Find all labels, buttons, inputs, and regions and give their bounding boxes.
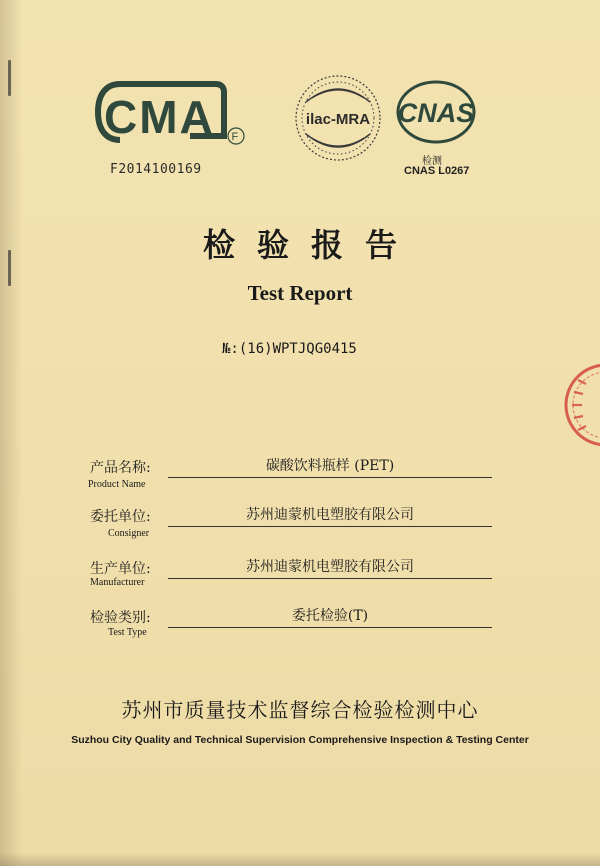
field-label-en: Product Name — [88, 479, 146, 490]
cnas-code: CNAS L0267 — [404, 165, 470, 177]
page-bottom-edge — [0, 852, 600, 866]
cnas-label: 检测 — [422, 156, 442, 167]
organization-name-cn: 苏州市质量技术监督综合检验检测中心 — [121, 698, 479, 722]
field-label-cn: 检验类别: — [90, 610, 151, 626]
field-value: 委托检验(T) — [168, 605, 492, 628]
field-label-cn: 生产单位: — [90, 561, 151, 577]
organization-name-en: Suzhou City Quality and Technical Supervision Comprehensive Inspection & Testing Center — [71, 734, 529, 746]
field-value: 苏州迪蒙机电塑胶有限公司 — [168, 556, 492, 579]
field-label-en: Consigner — [108, 528, 150, 539]
ilac-mra-logo — [292, 72, 384, 164]
svg-text:CMA: CMA — [104, 91, 215, 143]
field-label-cn: 产品名称: — [90, 460, 151, 476]
field-label-en: Test Type — [108, 627, 147, 638]
field-label-cn: 委托单位: — [90, 509, 151, 525]
field-label-en: Manufacturer — [90, 577, 145, 588]
report-number: №:(16)WPTJQG0415 — [222, 341, 357, 357]
svg-text:ilac-MRA: ilac-MRA — [305, 111, 371, 128]
cnas-logo — [388, 80, 488, 150]
cma-code: F2014100169 — [110, 162, 202, 177]
red-seal-stamp — [556, 360, 600, 450]
staple-top — [8, 60, 11, 96]
svg-text:CNAS: CNAS — [397, 98, 475, 128]
cma-logo — [90, 78, 250, 156]
report-title-en: Test Report — [247, 281, 353, 305]
svg-text:F: F — [231, 131, 239, 143]
field-value: 苏州迪蒙机电塑胶有限公司 — [168, 504, 492, 527]
report-title-cn: 检验报告 — [202, 226, 419, 264]
field-value: 碳酸饮料瓶样 (PET) — [168, 455, 492, 478]
